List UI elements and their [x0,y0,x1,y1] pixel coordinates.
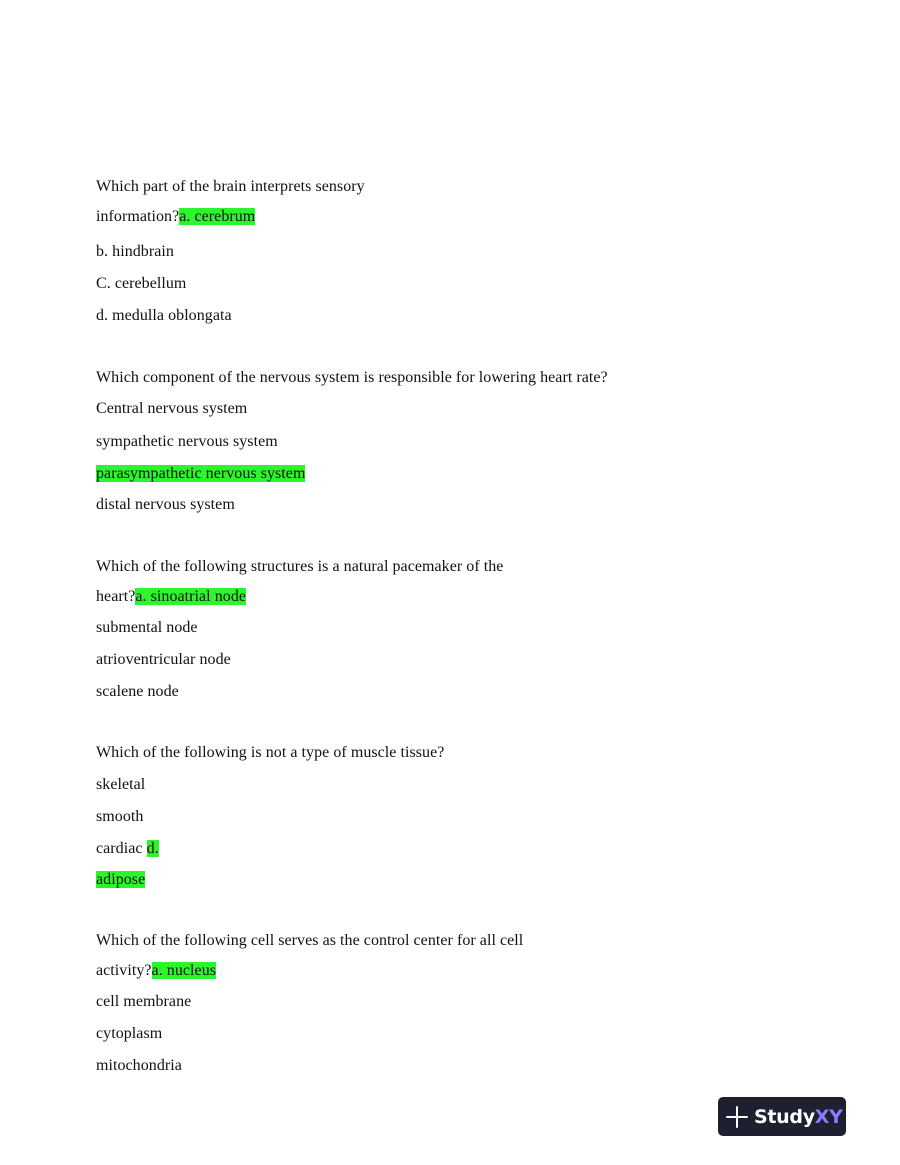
studyxy-logo-main: Study [754,1105,815,1128]
question-4-option-1: skeletal [96,776,146,793]
question-3-prompt-line2 [96,587,246,607]
question-5-answer-highlight: a. nucleus [151,962,217,979]
question-4-answer-highlight: adipose [96,871,146,888]
question-5-prompt-line2 [96,961,216,981]
question-3-prompt-line1: Which of the following structures is a natural pacemaker of the [96,558,504,575]
question-4-answer-letter-highlight: d. [146,840,159,857]
question-4-answer-line [96,870,145,890]
question-3-option-2: atrioventricular node [96,651,231,668]
studyxy-logo-accent: XY [814,1105,843,1128]
question-3-answer-highlight: a. sinoatrial node [135,588,247,605]
question-2-option-3 [96,464,305,484]
question-1-prompt-line1: Which part of the brain interprets sensory [96,178,365,195]
question-5-option-2: cytoplasm [96,1025,163,1042]
question-3-prompt-text: heart? [96,588,136,605]
question-3-option-1: submental node [96,619,198,636]
question-1-prompt-line2 [96,207,255,227]
question-1-option-c: C. cerebellum [96,275,187,292]
question-1-option-b: b. hindbrain [96,243,174,260]
question-4-prompt: Which of the following is not a type of muscle tissue? [96,744,445,761]
question-4-option-3 [96,839,159,859]
question-1-answer-highlight: a. cerebrum [179,208,256,225]
question-2-option-2: sympathetic nervous system [96,433,278,450]
question-3-option-3: scalene node [96,683,179,700]
question-5-prompt-line1: Which of the following cell serves as the control center for all cell [96,932,524,949]
question-5-prompt-text: activity? [96,962,152,979]
question-4-option-3-text: cardiac [96,840,147,857]
studyxy-badge[interactable] [718,1097,846,1136]
plus-icon [726,1106,748,1128]
question-1-prompt-text: information? [96,208,180,225]
question-5-option-1: cell membrane [96,993,192,1010]
question-2-option-4: distal nervous system [96,496,235,513]
question-4-option-2: smooth [96,808,144,825]
question-5-option-3: mitochondria [96,1057,182,1074]
question-2-answer-highlight: parasympathetic nervous system [96,465,306,482]
question-1-option-d: d. medulla oblongata [96,307,232,324]
question-2-option-1: Central nervous system [96,400,248,417]
studyxy-logo-text [754,1106,843,1128]
question-2-prompt: Which component of the nervous system is responsible for lowering heart rate? [96,369,608,386]
